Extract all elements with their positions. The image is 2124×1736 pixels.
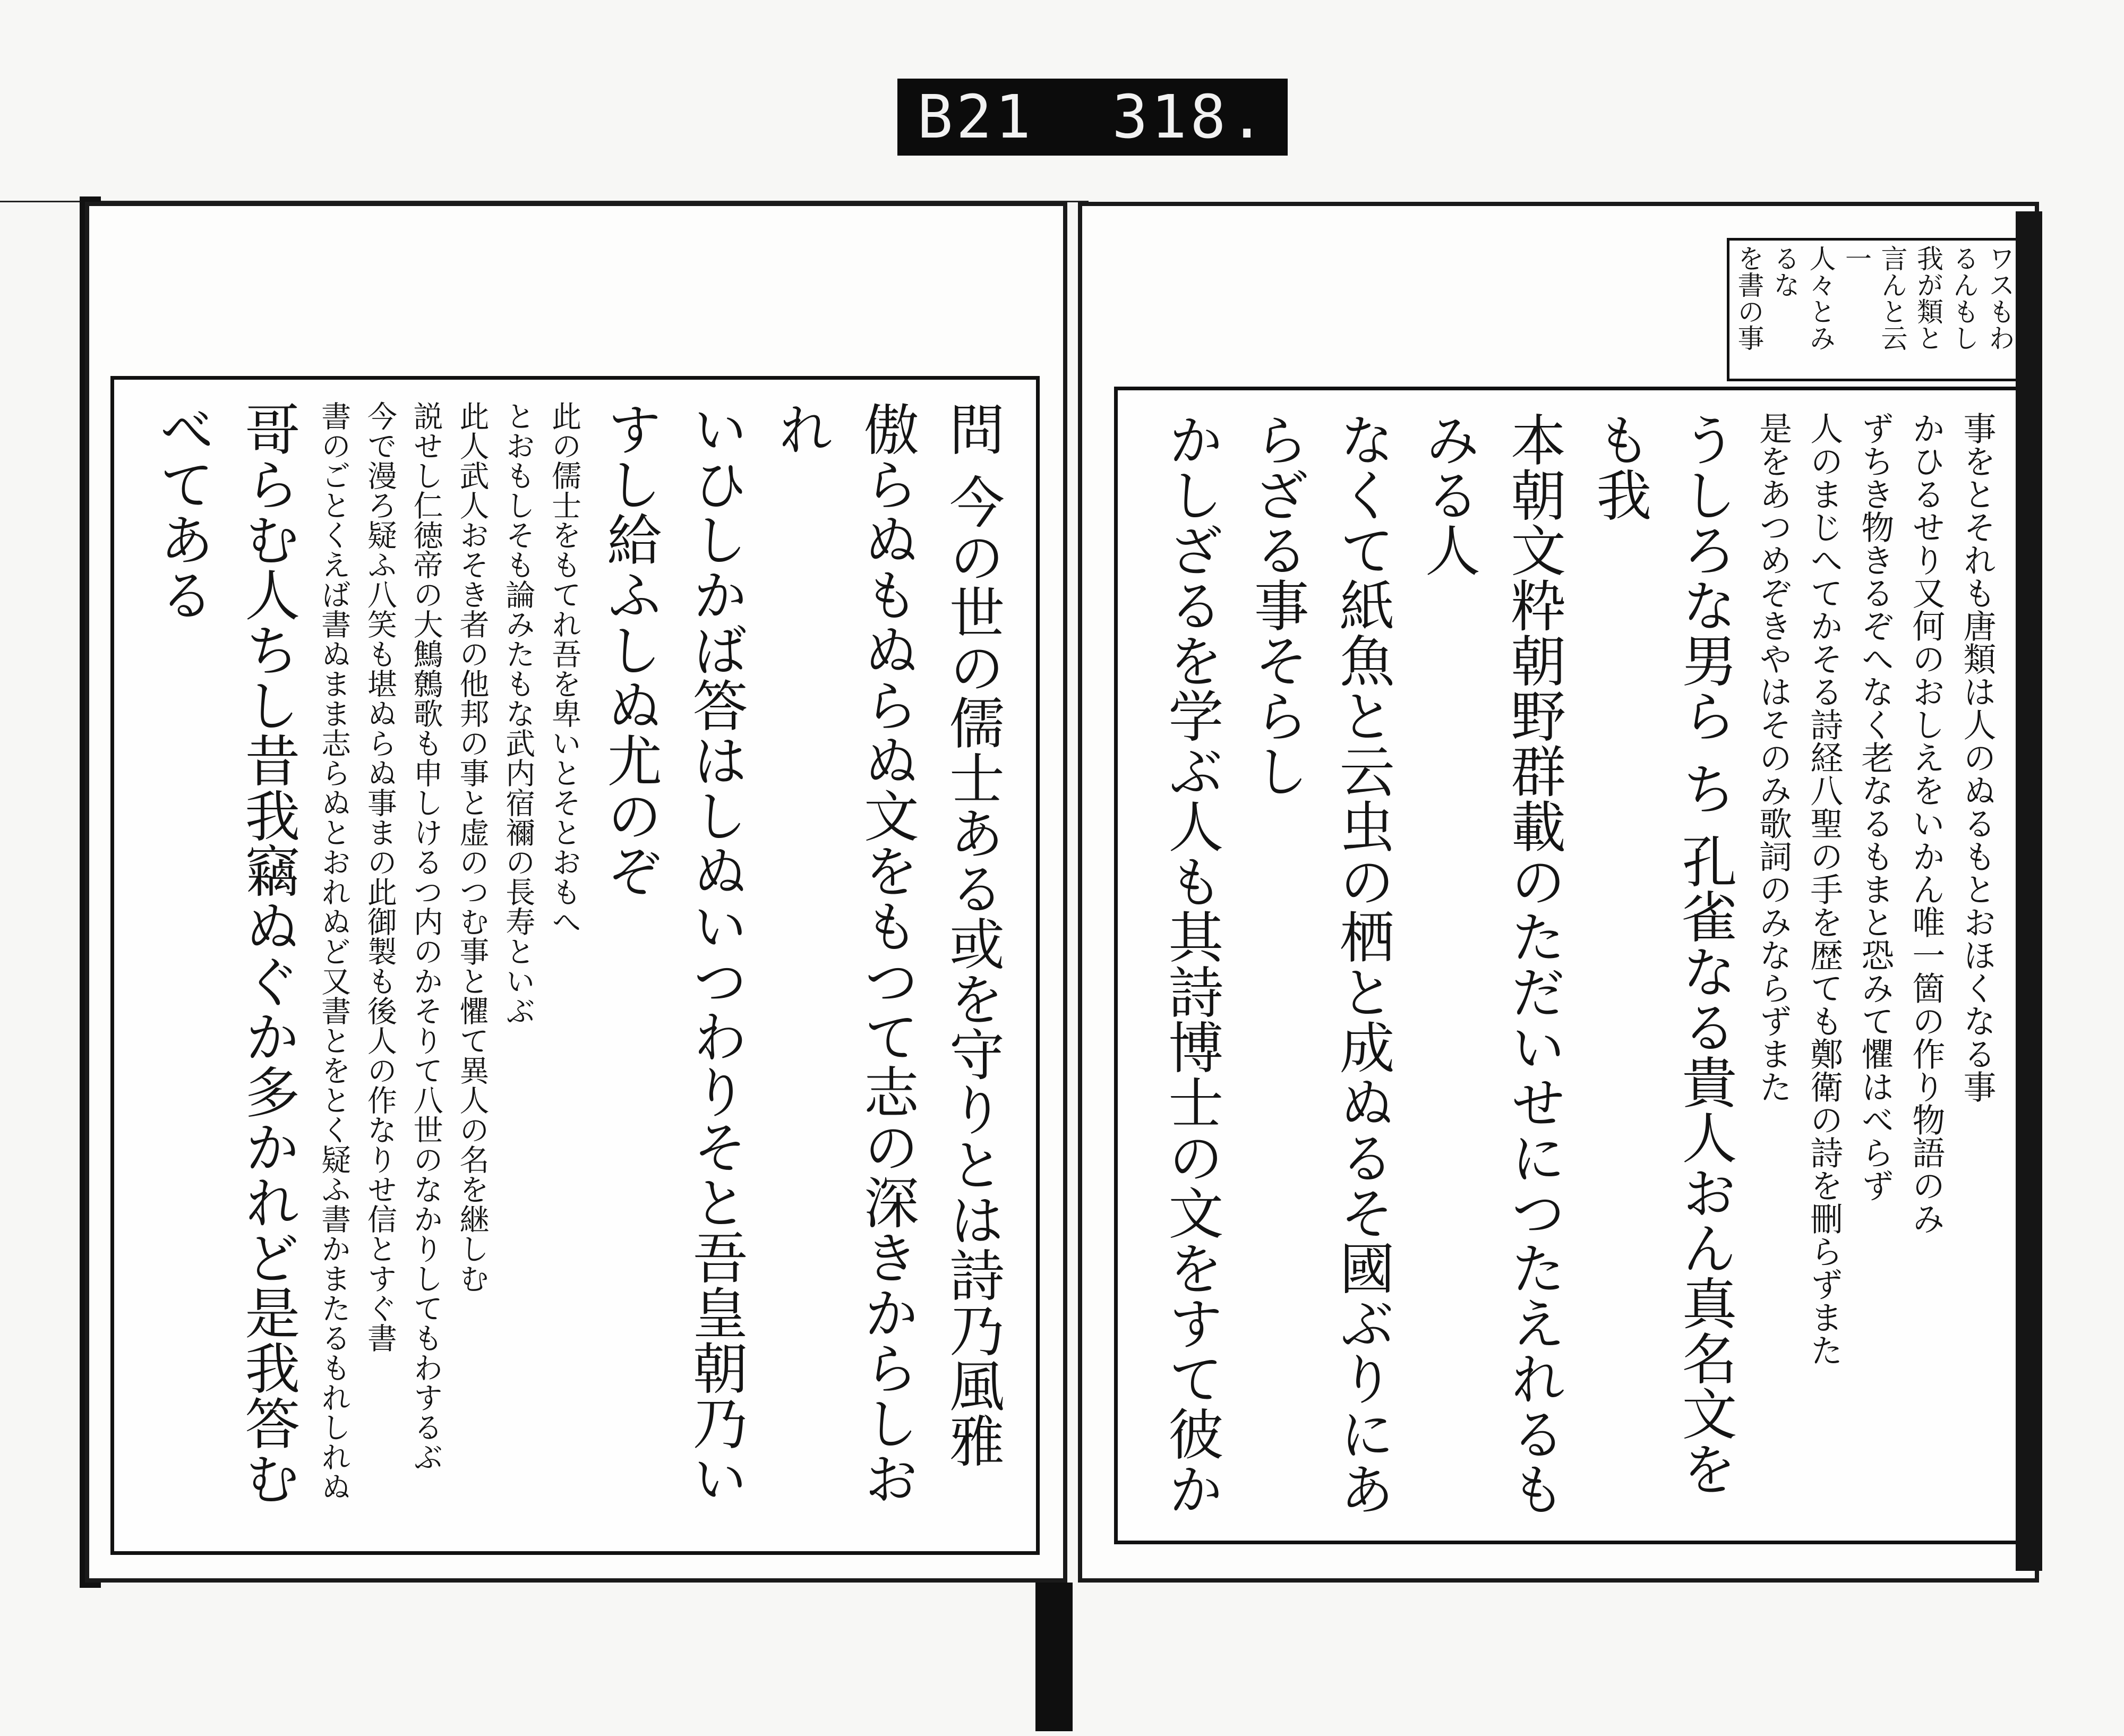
right-page-text [1139, 412, 2002, 1519]
left-line: 此の儒士をもてれ吾を卑いとそとおもへ [547, 401, 582, 936]
right-line: ずちき物きるぞへなく老なるもまと恐みて懼はべらず [1855, 412, 1895, 1202]
right-line: うしろな男ら ち 孔雀なる貴人おん真名文をも我 [1587, 412, 1737, 1496]
header-line: ワスもわるんもし我が類と [1913, 245, 2015, 351]
left-line: とおもしそも論みたもな武内宿禰の長寿といぶ [501, 401, 536, 1025]
right-line: 事をとそれも唐類は人のぬるもとおほくなる事 [1958, 412, 1997, 1103]
left-line: 此人武人おそき者の他邦の事と虚のつむ事と懼て異人の名を継しむ [455, 401, 490, 1293]
left-line: すし給ふしぬ尤のぞ [597, 401, 663, 898]
left-line: 書のごとくえば書ぬまま志らぬとおれぬど又書とをとく疑ふ書かまたるもれしれぬ [316, 401, 352, 1501]
left-line: 説せし仁徳帝の大鷦鷯歌も申しけるつ内のかそりて八世のなかりしてもわするぶ [408, 401, 443, 1472]
right-page [1078, 202, 2039, 1583]
right-line: かひるせり又何のおしえをいかん唯一箇の作り物語のみ [1906, 412, 1946, 1235]
right-book-edge [2016, 211, 2042, 1571]
header-notes-text [1734, 245, 2017, 374]
left-page [85, 202, 1067, 1583]
book-spine [1035, 1583, 1073, 1731]
left-line: 傲らぬもぬらぬ文をもつて志の深きからしおれ [768, 401, 919, 1506]
header-line: 人々とみるな [1769, 245, 1836, 351]
catalog-label-plate: B21 318. [897, 79, 1288, 156]
right-text-frame [1114, 387, 2027, 1544]
left-line: 問 今の世の儒士ある或を守りとは詩乃風雅 [940, 401, 1005, 1468]
right-line: 人のまじへてかそる詩経八聖の手を歴ても鄭衛の詩を刪らずまた [1804, 412, 1844, 1366]
left-line: 今で漫ろ疑ふ八笑も堪ぬらぬ事まの此御製も後人の作なりせ信とすぐ書 [362, 401, 397, 1353]
left-line: いひしかば答はしぬいつわりそと吾皇朝乃い [683, 401, 748, 1506]
right-line: 是をあつめぞきやはそのみ歌詞のみならずまた [1753, 412, 1793, 1103]
header-line: を書の事 [1734, 245, 1765, 351]
left-line: 哥らむ人ちし昔我竊ぬぐか多かれど是我答むべてある [150, 401, 301, 1506]
right-line: 本朝文粋朝野群載のただいせにつたえれるもみる人 [1415, 412, 1566, 1516]
right-header-notes [1727, 238, 2024, 381]
left-line [135, 401, 139, 1530]
right-line: なくて紙魚と云虫の栖と成ぬるそ國ぶりにあらざる事そらし [1244, 412, 1395, 1516]
right-line: かしざるを学ぶ人も其詩博士の文をすて彼か [1159, 412, 1224, 1516]
book-spread [85, 202, 2039, 1593]
left-page-text [135, 401, 1015, 1530]
left-text-frame [110, 376, 1040, 1555]
header-line: 言んと云一 [1841, 245, 1908, 351]
